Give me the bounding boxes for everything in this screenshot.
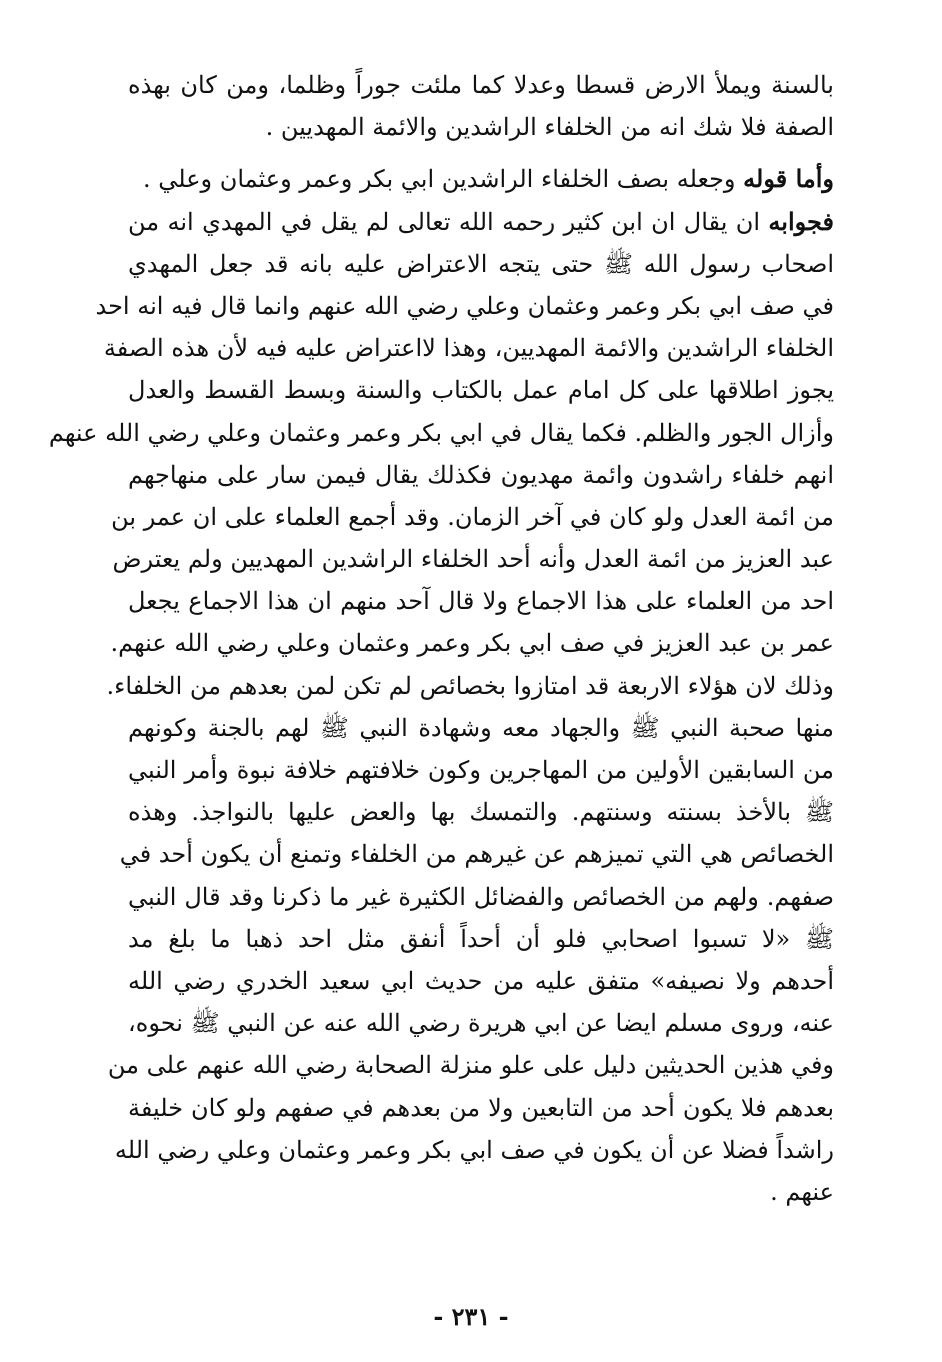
- text-line: أحدهم ولا نصيفه» متفق عليه من حديث ابي سعيد الخدري رضي الله: [128, 966, 834, 995]
- text-line: من السابقين الأولين من المهاجرين وكون خلافتهم خلافة نبوة وأمر النبي: [128, 756, 834, 784]
- text-line: وذلك لان هؤلاء الاربعة قد امتازوا بخصائص لم تكن لمن بعدهم من الخلفاء.: [106, 671, 834, 700]
- text-line: وأزال الجور والظلم. فكما يقال في ابي بكر وعمر وعثمان وعلي رضي الله عنهم: [48, 418, 834, 447]
- text-line: يجوز اطلاقها على كل امام عمل بالكتاب والسنة وبسط القسط والعدل: [128, 376, 834, 405]
- text-run: ان يقال ان ابن كثير رحمه الله تعالى لم يقل في المهدي انه من: [128, 207, 769, 236]
- text-line: اصحاب رسول الله ﷺ حتى يتجه الاعتراض عليه بانه قد جعل المهدي: [128, 249, 834, 278]
- text-run: وجعله بصف الخلفاء الراشدين ابي بكر وعمر وعثمان وعلي .: [143, 165, 744, 194]
- text-line: في صف ابي بكر وعمر وعثمان وعلي رضي الله عنهم وانما قال فيه انه احد: [95, 291, 834, 320]
- bold-lead: وأما قوله: [743, 164, 834, 194]
- page-body: [48, 64, 835, 1213]
- text-line: [128, 201, 834, 243]
- text-line: منها صحبة النبي ﷺ والجهاد معه وشهادة النبي ﷺ لهم بالجنة وكونهم: [128, 713, 835, 742]
- text-line: عنه، وروى مسلم ايضا عن ابي هريرة رضي الله عنه عن النبي ﷺ نحوه،: [128, 1009, 834, 1038]
- text-line: وفي هذين الحديثين دليل على علو منزلة الصحابة رضي الله عنهم على من: [107, 1051, 834, 1080]
- text-line: الصفة فلا شك انه من الخلفاء الراشدين والائمة المهديين .: [265, 113, 834, 142]
- text-line: احد من العلماء على هذا الاجماع ولا قال آحد منهم ان هذا الاجماع يجعل: [128, 587, 834, 616]
- text-line: بعدهم فلا يكون أحد من التابعين ولا من بعدهم في صفهم ولو كان خليفة: [128, 1093, 834, 1122]
- page-number: - ٢٣١ -: [433, 1302, 509, 1331]
- text-line: عنهم .: [770, 1177, 834, 1206]
- bold-lead: فجوابه: [768, 206, 834, 236]
- text-line: صفهم. ولهم من الخصائص والفضائل الكثيرة غير ما ذكرنا وقد قال النبي: [128, 882, 834, 911]
- text-line: عمر بن عبد العزيز في صف ابي بكر وعمر وعثمان وعلي رضي الله عنهم.: [110, 629, 834, 658]
- text-line: بالسنة ويملأ الارض قسطا وعدلا كما ملئت جوراً وظلما، ومن كان بهذه: [128, 71, 834, 99]
- text-line: راشداً فضلا عن أن يكون في صف ابي بكر وعمر وعثمان وعلي رضي الله: [114, 1135, 834, 1164]
- text-line: الخصائص هي التي تميزهم عن غيرهم من الخلفاء وتمنع أن يكون أحد في: [119, 840, 834, 869]
- text-line: انهم خلفاء راشدون وائمة مهديون فكذلك يقال فيمن سار على منهاجهم: [128, 460, 835, 489]
- text-line: من ائمة العدل ولو كان في آخر الزمان. وقد أجمع العلماء على ان عمر بن: [111, 502, 834, 531]
- text-line: [128, 158, 834, 200]
- paragraph-gap: [128, 148, 834, 158]
- text-line: الخلفاء الراشدين والائمة المهديين، وهذا لااعتراض عليه فيه لأن هذه الصفة: [103, 334, 834, 363]
- text-line: ﷺ «لا تسبوا اصحابي فلو أن أحداً أنفق مثل احد ذهبا ما بلغ مد: [128, 924, 834, 953]
- text-line: عبد العزيز من ائمة العدل وأنه أحد الخلفاء الراشدين المهديين ولم يعترض: [112, 545, 834, 574]
- text-line: ﷺ بالأخذ بسنته وسنتهم. والتمسك بها والعض عليها بالنواجذ. وهذه: [128, 798, 834, 827]
